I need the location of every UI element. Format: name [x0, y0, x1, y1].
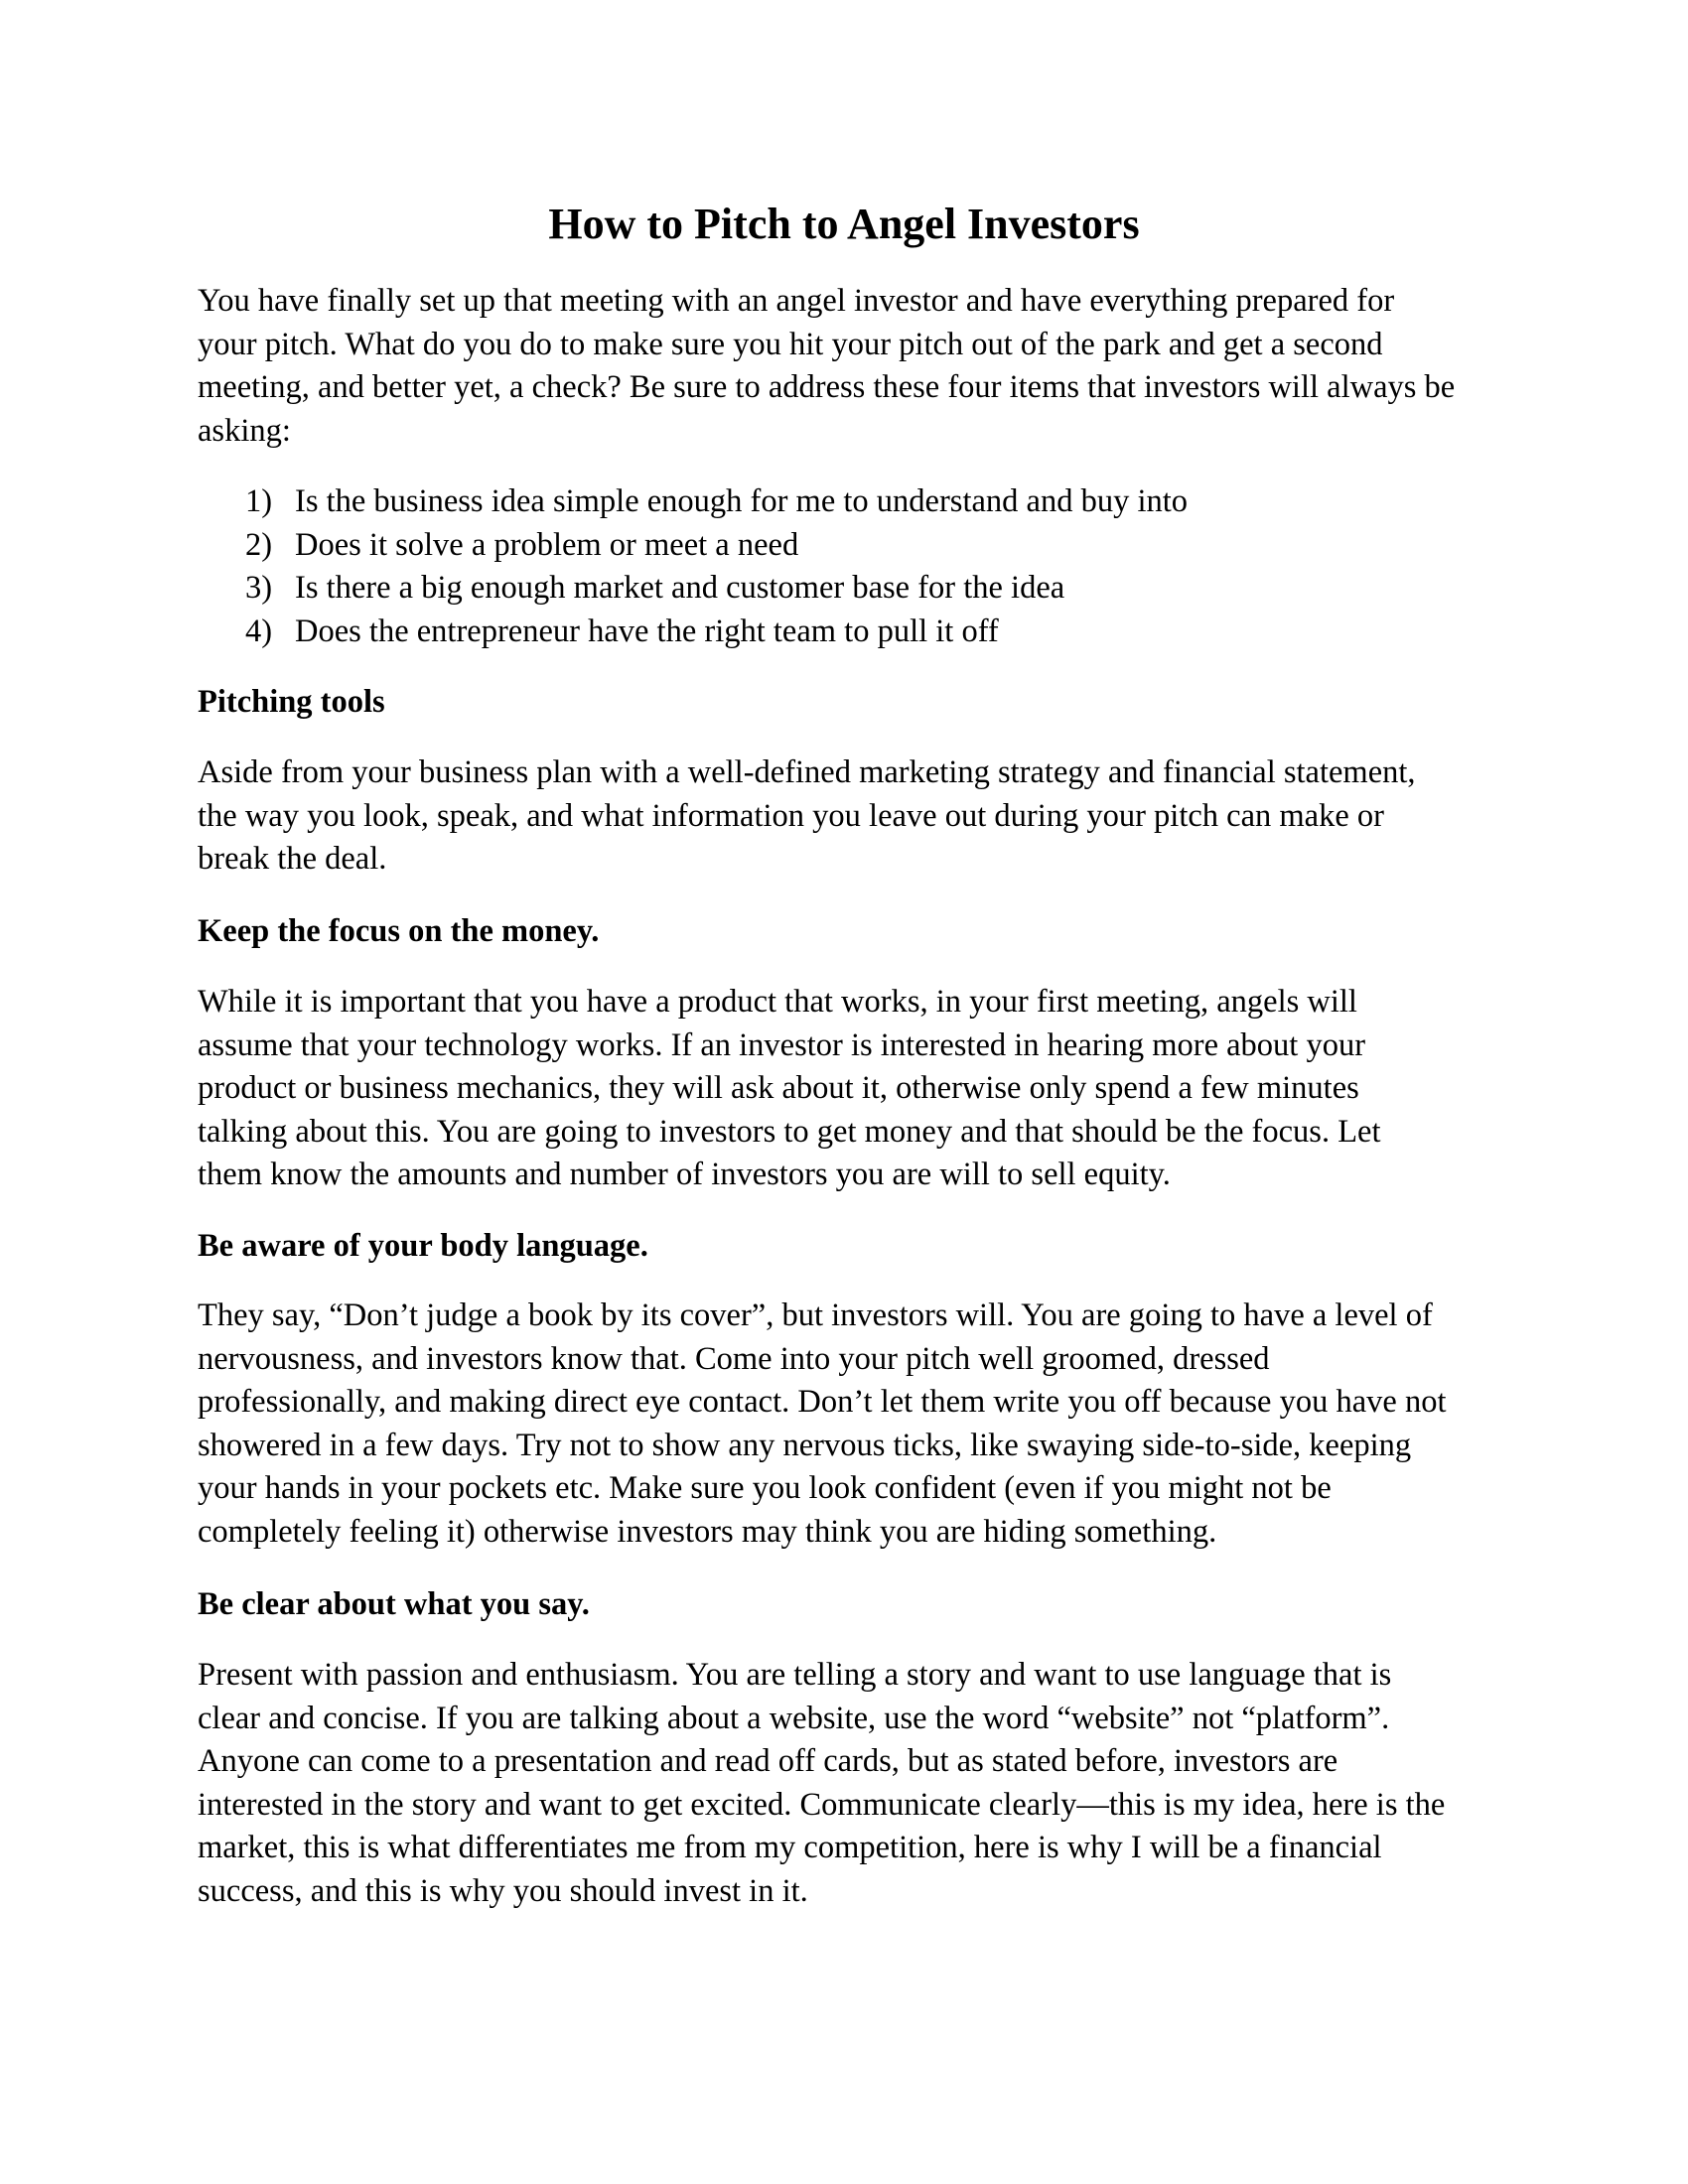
text-line: showered in a few days. Try not to show any nervous ticks, like swaying side-to-side, keeping — [198, 1427, 1412, 1463]
list-text: Is the business idea simple enough for me to understand and buy into — [295, 483, 1189, 519]
list-number: 4) — [245, 613, 273, 649]
text-line: completely feeling it) otherwise investors may think you are hiding something. — [198, 1513, 1217, 1550]
list-text: Does it solve a problem or meet a need — [295, 526, 799, 563]
text-line: your pitch. What do you do to make sure you hit your pitch out of the park and get a second — [198, 326, 1383, 362]
text-line: Aside from your business plan with a well-defined marketing strategy and financial statement, — [198, 754, 1416, 790]
text-line: them know the amounts and number of investors you are will to sell equity. — [198, 1157, 1171, 1193]
text-line: While it is important that you have a product that works, in your first meeting, angels will — [198, 984, 1357, 1020]
text-line: product or business mechanics, they will ask about it, otherwise only spend a few minutes — [198, 1070, 1359, 1107]
text-line: the way you look, speak, and what information you leave out during your pitch can make or — [198, 797, 1384, 834]
text-line: break the deal. — [198, 841, 387, 878]
text-line: asking: — [198, 412, 291, 449]
text-line: You have finally set up that meeting with an angel investor and have everything prepared for — [198, 283, 1395, 319]
text-line: success, and this is why you should invest in it. — [198, 1872, 808, 1909]
document-title: How to Pitch to Angel Investors — [548, 200, 1140, 248]
text-line: talking about this. You are going to investors to get money and that should be the focus. Let — [198, 1113, 1381, 1150]
list-item — [198, 524, 1188, 568]
list-number: 1) — [245, 483, 273, 519]
text-line: assume that your technology works. If an investor is interested in hearing more about your — [198, 1026, 1366, 1063]
section-paragraph — [198, 751, 1416, 882]
section-paragraph — [198, 981, 1381, 1197]
section-paragraph — [198, 1295, 1447, 1555]
section-heading: Be clear about what you say. — [198, 1586, 590, 1622]
section-heading: Pitching tools — [198, 684, 385, 720]
text-line: nervousness, and investors know that. Come into your pitch well groomed, dressed — [198, 1340, 1270, 1377]
text-line: your hands in your pockets etc. Make sure you look confident (even if you might not be — [198, 1470, 1332, 1507]
section-heading: Keep the focus on the money. — [198, 913, 600, 949]
text-line: market, this is what differentiates me from my competition, here is why I will be a financial — [198, 1830, 1382, 1866]
list-text: Does the entrepreneur have the right team to pull it off — [295, 613, 999, 649]
list-item — [198, 480, 1188, 524]
section-heading: Be aware of your body language. — [198, 1228, 648, 1264]
text-line: clear and concise. If you are talking about a website, use the word “website” not “platform”. — [198, 1700, 1390, 1736]
list-item — [198, 611, 1188, 654]
section-paragraph — [198, 1654, 1445, 1914]
text-line: meeting, and better yet, a check? Be sure to address these four items that investors will always be — [198, 369, 1456, 406]
text-line: Anyone can come to a presentation and read off cards, but as stated before, investors are — [198, 1743, 1338, 1780]
list-number: 3) — [245, 570, 273, 607]
intro-paragraph — [198, 280, 1455, 453]
numbered-list — [198, 480, 1188, 653]
text-line: interested in the story and want to get excited. Communicate clearly—this is my idea, here is the — [198, 1786, 1446, 1823]
text-line: Present with passion and enthusiasm. You are telling a story and want to use language that is — [198, 1657, 1392, 1693]
list-item — [198, 567, 1188, 611]
text-line: They say, “Don’t judge a book by its cover”, but investors will. You are going to have a level of — [198, 1297, 1433, 1333]
text-line: professionally, and making direct eye contact. Don’t let them write you off because you have not — [198, 1384, 1447, 1421]
list-text: Is there a big enough market and customer base for the idea — [295, 570, 1065, 607]
list-number: 2) — [245, 526, 273, 563]
